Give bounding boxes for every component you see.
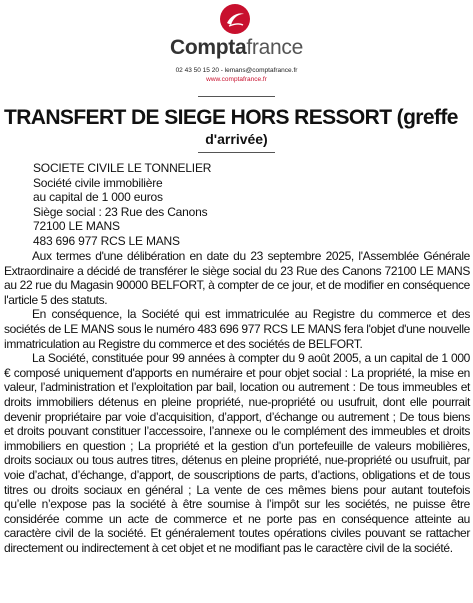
- header: [0, 0, 473, 100]
- company-address: Siège social : 23 Rue des Canons: [33, 204, 208, 219]
- divider-title: [198, 152, 275, 153]
- divider-top: [198, 96, 275, 97]
- paragraph-decision: Aux termes d'une délibération en date du 23 septembre 2025, l'Assemblée Générale Extraordinaire a décidé de transférer le siège social du 23 Rue des Canons 72100 LE MANS au 22 rue du Magasin 90000 BELFORT, à compter de ce jour, et de modifier en conséquence l'article 5 des statuts.: [4, 249, 470, 307]
- logo-swoosh-icon: [222, 6, 248, 32]
- contact-line: 02 43 50 15 20 - lemans@comptafrance.fr: [175, 67, 298, 74]
- company-rcs: 483 696 977 RCS LE MANS: [33, 233, 180, 248]
- company-city: 72100 LE MANS: [33, 219, 120, 234]
- website-link[interactable]: www.comptafrance.fr: [206, 76, 267, 83]
- notice-body: [4, 249, 470, 555]
- company-block: [33, 161, 211, 249]
- paragraph-registration: En conséquence, la Société qui est immatriculée au Registre du commerce et des sociétés de LE MANS sous le numéro 483 696 977 RCS LE MANS fera l'objet d'une nouvelle immatriculation au Registre du commerce et des sociétés de BELFORT.: [4, 307, 470, 351]
- company-name: SOCIETE CIVILE LE TONNELIER: [33, 161, 212, 175]
- company-type: Société civile immobilière: [33, 175, 163, 190]
- notice-title-continuation: d'arrivée): [205, 131, 268, 147]
- company-capital: au capital de 1 000 euros: [33, 190, 163, 205]
- brand-name: [0, 36, 473, 60]
- brand-name-part1: Compta: [170, 36, 247, 59]
- paragraph-social-object: La Société, constituée pour 99 années à compter du 9 août 2005, a un capital de 1 000 € composé uniquement d'apports en numéraire et pour objet social : La propriété, la mise en valeur, l’administration et l’exploitation par bail, location ou autrement : De tous immeubles et droits immobiliers détenus en pleine propriété, nue-propriété ou usufruit, dont elle pourrait devenir propriétaire par voie d’acquisition, d’apport, d’échange ou autrement ; De tous biens et droits pouvant constituer l’accessoire, l’annexe ou le complément des immeubles et droits immobiliers en question ; La propriété et la gestion d’un portefeuille de valeurs mobilières, droits sociaux ou tous autres titres, détenus en pleine propriété, nue-propriété ou usufruit, par voie d’achat, d’échange, d’apport, de souscriptions de parts, d’actions, obligations et de tous titres ou droits sociaux en général ; La vente de ces mêmes biens pour autant toutefois qu’elle n’expose pas la société à être soumise à l’impôt sur les sociétés, ne puisse être considérée comme un acte de commerce et ne porte pas en conséquence atteinte au caractère civil de la société. Et généralement toutes opérations civiles pouvant se rattacher directement ou indirectement à cet objet et ne modifiant pas le caractère civil de la société.: [4, 351, 470, 555]
- notice-title: TRANSFERT DE SIEGE HORS RESSORT (greffe: [4, 106, 458, 129]
- brand-name-part2: france: [246, 36, 303, 59]
